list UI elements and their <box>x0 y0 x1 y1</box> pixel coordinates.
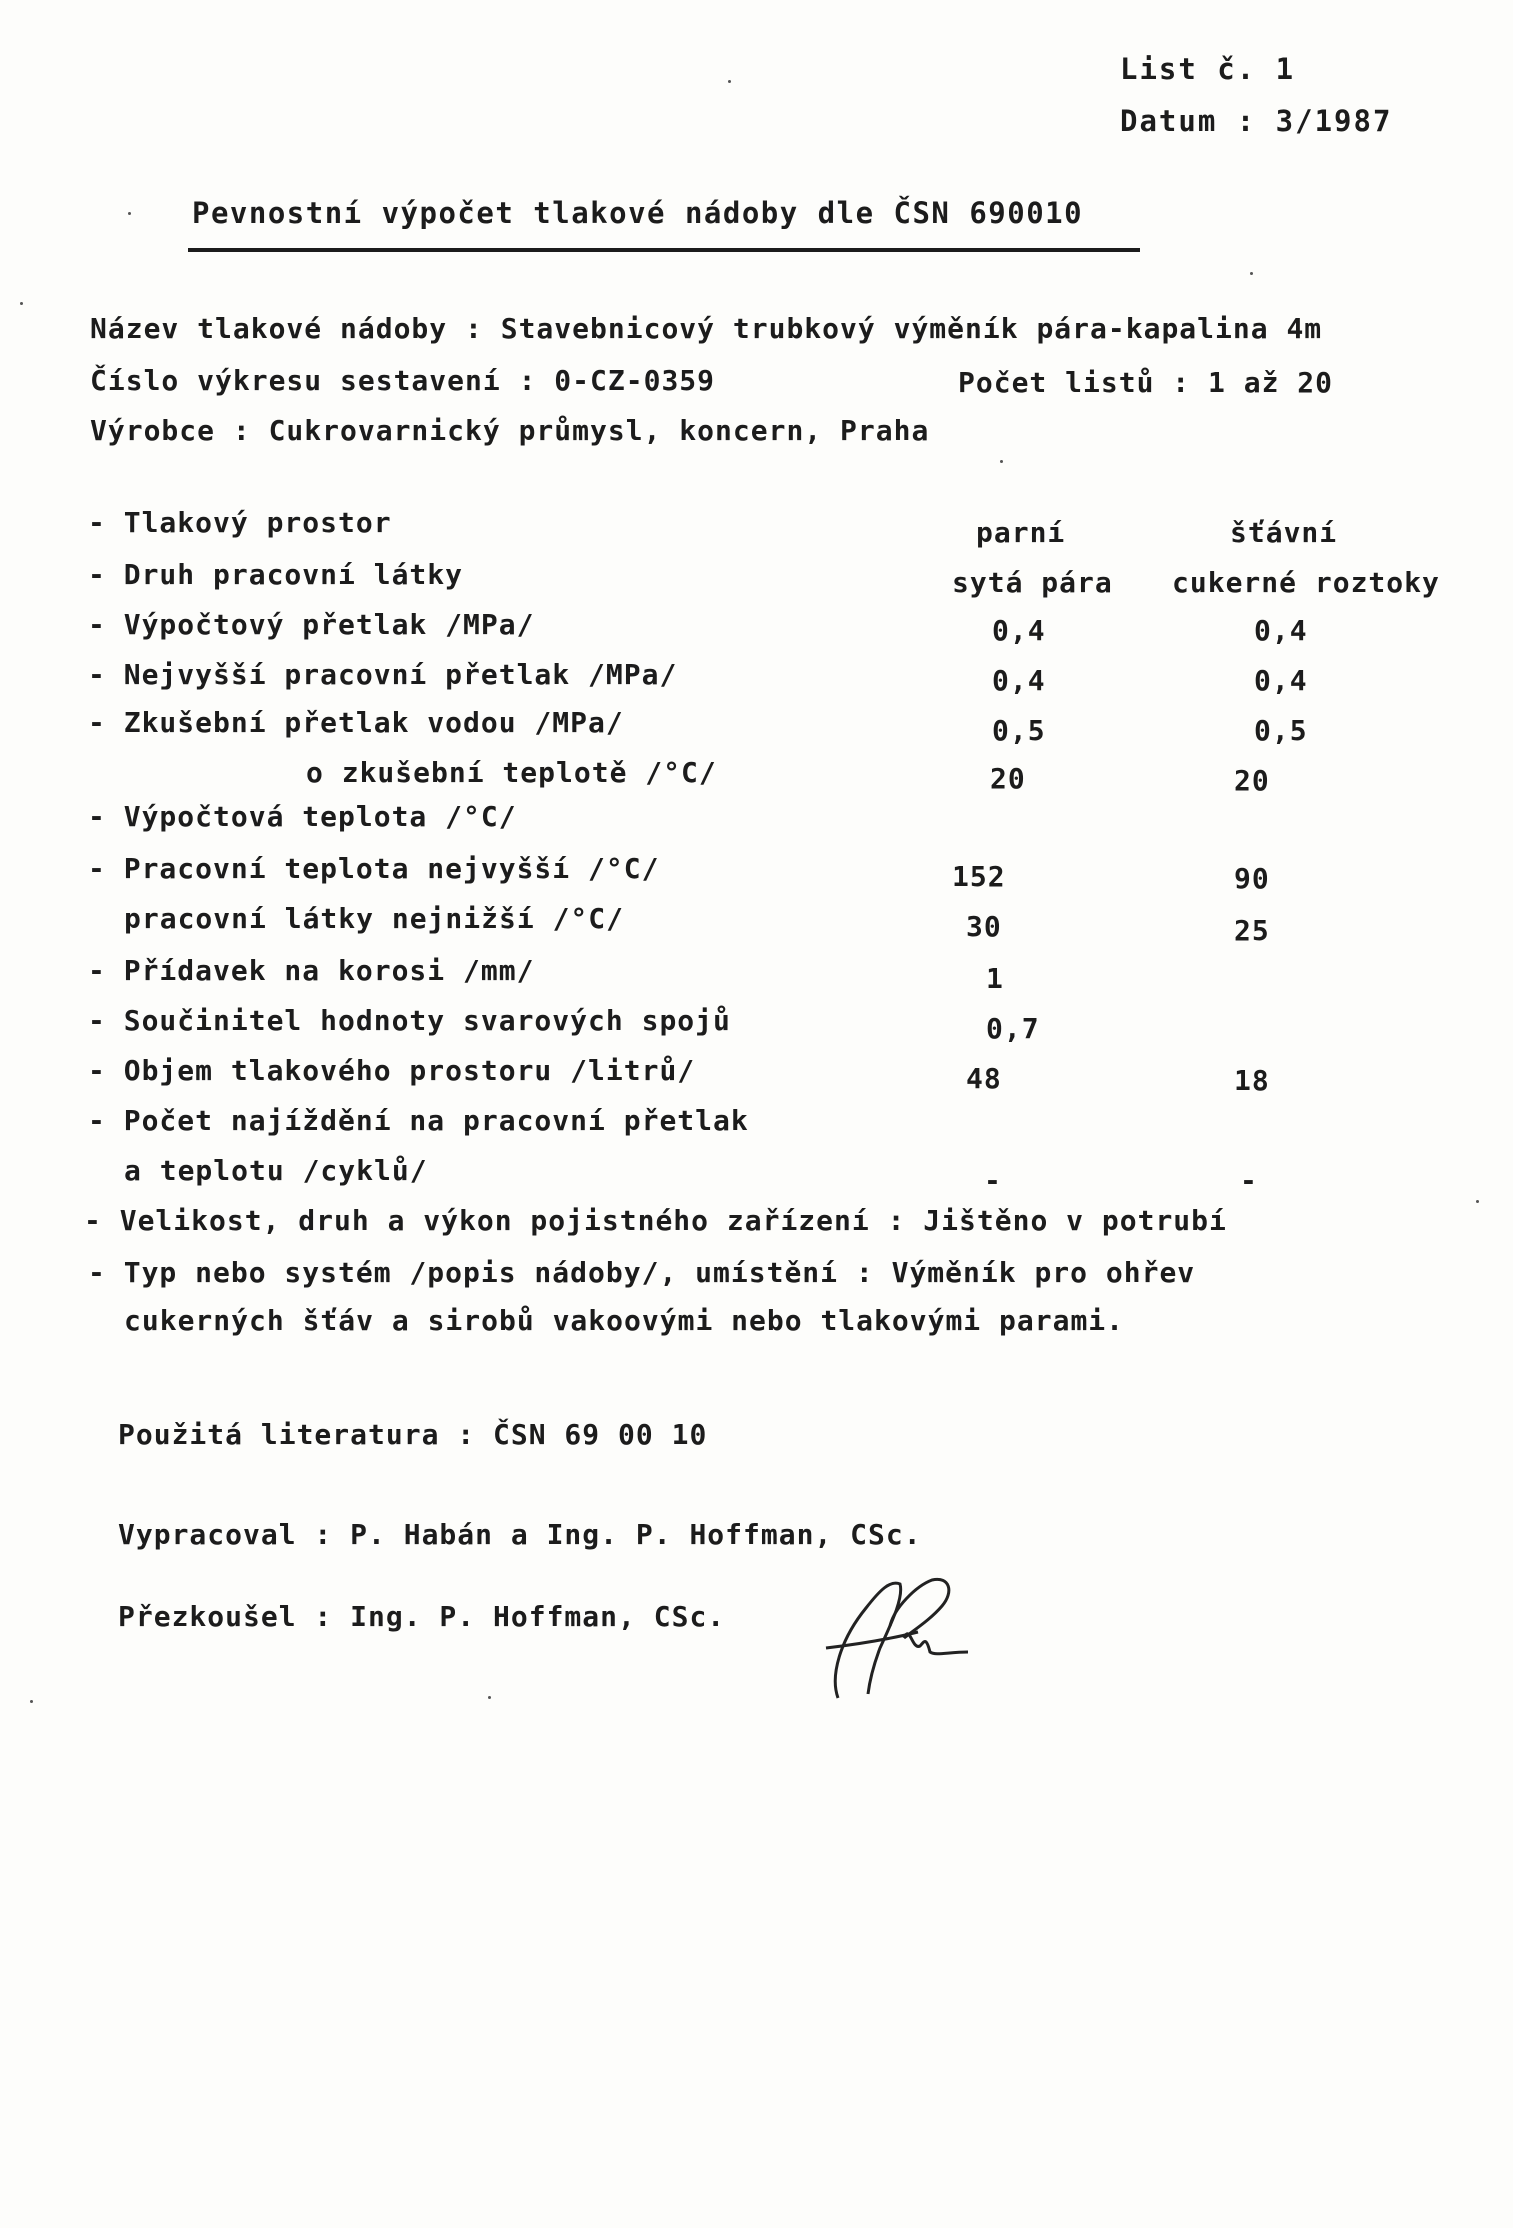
param-value-steam: 152 <box>952 860 1006 893</box>
param-value-juice: 0,4 <box>1254 664 1308 697</box>
document-title: Pevnostní výpočet tlakové nádoby dle ČSN 690010 <box>192 196 1084 230</box>
scan-speck <box>30 1700 33 1703</box>
manufacturer: Výrobce : Cukrovarnický průmysl, koncern, Praha <box>90 414 930 447</box>
sheet-number: List č. 1 <box>1120 52 1296 86</box>
param-label: - Druh pracovní látky <box>88 558 464 591</box>
prepared-by-line: Vypracoval : P. Habán a Ing. P. Hoffman, CSc. <box>118 1518 922 1551</box>
param-value-steam: sytá pára <box>952 566 1113 599</box>
param-label: - Přídavek na korosi /mm/ <box>88 954 535 987</box>
handwritten-signature <box>820 1568 970 1708</box>
param-value-steam: 20 <box>990 762 1026 795</box>
param-value-juice: 0,4 <box>1254 614 1308 647</box>
param-value-juice: 18 <box>1234 1064 1270 1097</box>
param-label: - Objem tlakového prostoru /litrů/ <box>88 1054 696 1087</box>
param-value-juice: - <box>1240 1164 1258 1197</box>
drawing-number: Číslo výkresu sestavení : 0-CZ-0359 <box>90 364 716 397</box>
scan-speck <box>1000 460 1003 463</box>
scan-speck <box>20 302 23 305</box>
param-value-steam: 30 <box>966 910 1002 943</box>
scan-speck <box>128 212 131 215</box>
vessel-name: Název tlakové nádoby : Stavebnicový trubkový výměník pára-kapalina 4m <box>90 312 1323 345</box>
param-label: cukerných šťáv a sirobů vakoovými nebo tlakovými parami. <box>124 1304 1125 1337</box>
param-value-steam: 1 <box>986 962 1004 995</box>
param-label: - Výpočtová teplota /°C/ <box>88 800 517 833</box>
param-value-steam: 0,7 <box>986 1012 1040 1045</box>
param-value-juice: cukerné roztoky <box>1172 566 1440 599</box>
param-label: - Součinitel hodnoty svarových spojů <box>88 1004 731 1037</box>
param-value-juice: 90 <box>1234 862 1270 895</box>
scan-speck <box>1476 1200 1479 1203</box>
param-value-juice: šťávní <box>1230 516 1338 549</box>
param-value-steam: 48 <box>966 1062 1002 1095</box>
param-value-steam: 0,4 <box>992 614 1046 647</box>
param-label: - Zkušební přetlak vodou /MPa/ <box>88 706 624 739</box>
param-label: - Velikost, druh a výkon pojistného zařízení : Jištěno v potrubí <box>84 1204 1227 1237</box>
scan-speck <box>488 1696 491 1699</box>
param-label: - Nejvyšší pracovní přetlak /MPa/ <box>88 658 678 691</box>
sheet-count: Počet listů : 1 až 20 <box>958 366 1334 399</box>
literature-line: Použitá literatura : ČSN 69 00 10 <box>118 1418 708 1451</box>
param-value-steam: 0,4 <box>992 664 1046 697</box>
param-value-juice: 0,5 <box>1254 714 1308 747</box>
param-value-juice: 25 <box>1234 914 1270 947</box>
param-label: - Počet najíždění na pracovní přetlak <box>88 1104 749 1137</box>
document-date: Datum : 3/1987 <box>1120 104 1393 138</box>
param-value-steam: 0,5 <box>992 714 1046 747</box>
scan-speck <box>1250 272 1253 275</box>
param-label: o zkušební teplotě /°C/ <box>306 756 717 789</box>
param-label: - Tlakový prostor <box>88 506 392 539</box>
scan-speck <box>728 80 731 83</box>
param-label: - Výpočtový přetlak /MPa/ <box>88 608 535 641</box>
param-value-steam: - <box>984 1164 1002 1197</box>
reviewed-by-line: Přezkoušel : Ing. P. Hoffman, CSc. <box>118 1600 726 1633</box>
param-label: - Typ nebo systém /popis nádoby/, umístění : Výměník pro ohřev <box>88 1256 1196 1289</box>
param-label: - Pracovní teplota nejvyšší /°C/ <box>88 852 660 885</box>
title-underline <box>188 248 1140 252</box>
param-value-steam: parní <box>976 516 1066 549</box>
param-label: a teplotu /cyklů/ <box>124 1154 428 1187</box>
param-value-juice: 20 <box>1234 764 1270 797</box>
param-label: pracovní látky nejnižší /°C/ <box>124 902 625 935</box>
